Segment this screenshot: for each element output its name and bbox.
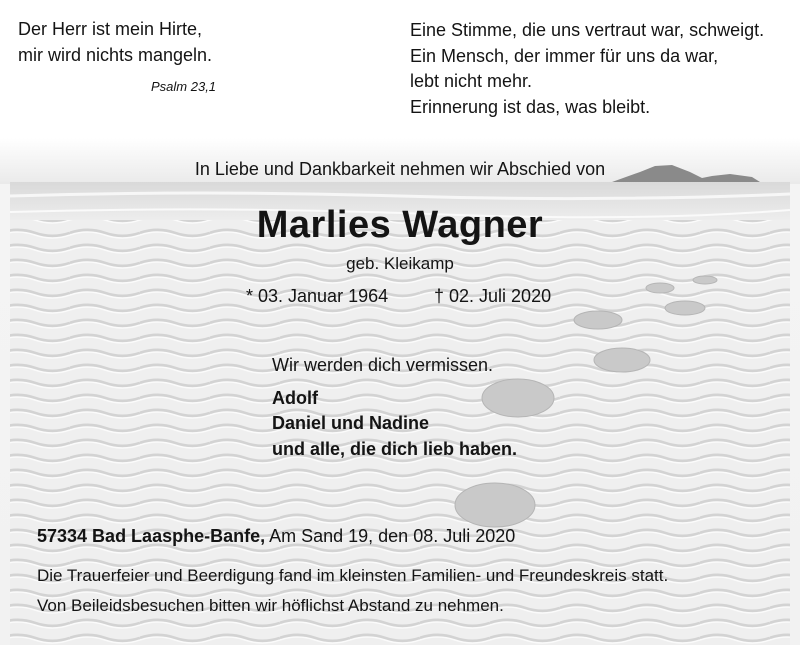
funeral-info: Die Trauerfeier und Beerdigung fand im kleinsten Familien- und Freundeskreis statt. — [37, 566, 669, 585]
psalm-verse-line: mir wird nichts mangeln. — [18, 45, 213, 65]
place-name: 57334 Bad Laasphe-Banfe, — [37, 526, 266, 546]
poem-line: Erinnerung ist das, was bleibt. — [410, 97, 651, 117]
farewell-intro: In Liebe und Dankbarkeit nehmen wir Abschied von — [194, 159, 606, 179]
mourner-name: Daniel und Nadine — [272, 413, 430, 433]
poem-line: Ein Mensch, der immer für uns da war, — [410, 46, 719, 66]
poem-line: Eine Stimme, die uns vertraut war, schweigt. — [410, 20, 765, 40]
birth-date: * 03. Januar 1964 — [246, 286, 389, 306]
death-date: † 02. Juli 2020 — [434, 286, 552, 306]
place-date-line — [37, 527, 515, 545]
deceased-name: Marlies Wagner — [256, 204, 544, 246]
mourners-intro: Wir werden dich vermissen. — [272, 355, 494, 375]
address-date: Am Sand 19, den 08. Juli 2020 — [265, 526, 516, 546]
psalm-verse-line: Der Herr ist mein Hirte, — [18, 19, 203, 39]
psalm-reference: Psalm 23,1 — [151, 79, 217, 94]
condolence-note: Von Beileidsbesuchen bitten wir höflichst Abstand zu nehmen. — [37, 596, 504, 615]
maiden-name: geb. Kleikamp — [346, 254, 454, 273]
mourner-name: und alle, die dich lieb haben. — [272, 439, 518, 459]
mourner-name: Adolf — [272, 388, 318, 408]
poem-line: lebt nicht mehr. — [410, 71, 533, 91]
